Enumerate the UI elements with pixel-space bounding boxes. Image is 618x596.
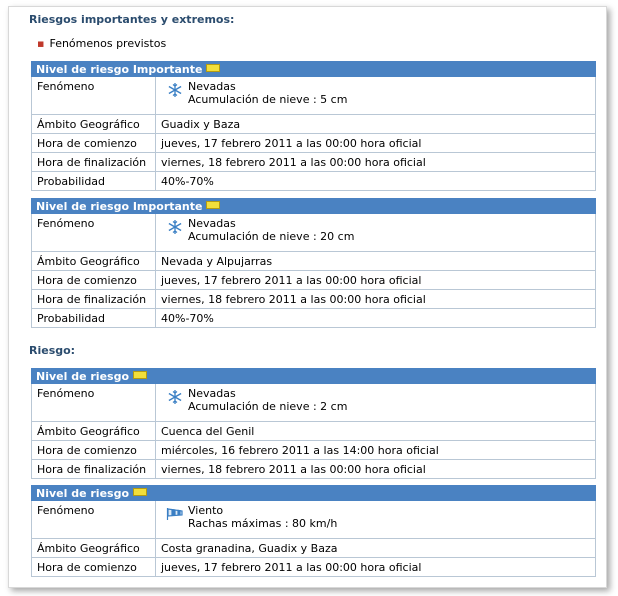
label-fenomeno: Fenómeno [32,501,156,539]
label-ambito: Ámbito Geográfico [32,539,156,558]
fenomeno-cell [156,384,596,422]
ambito-value: Cuenca del Genil [156,422,596,441]
wind-sock-icon [166,505,184,523]
risk-table-4 [31,485,596,577]
bullet-fenomenos [37,37,166,50]
fenomeno-name: Nevadas [188,387,236,400]
ambito-value: Guadix y Baza [156,115,596,134]
fenomeno-cell [156,501,596,539]
comienzo-value: miércoles, 16 febrero 2011 a las 14:00 hora oficial [156,441,596,460]
label-comienzo: Hora de comienzo [32,558,156,577]
finalizacion-value: viernes, 18 febrero 2011 a las 00:00 hora oficial [156,153,596,172]
warning-panel [8,6,607,588]
finalizacion-value: viernes, 18 febrero 2011 a las 00:00 hora oficial [156,290,596,309]
finalizacion-value: viernes, 18 febrero 2011 a las 00:00 hora oficial [156,460,596,479]
risk-header: Nivel de riesgo Importante [32,62,596,77]
label-finalizacion: Hora de finalización [32,153,156,172]
fenomeno-name: Nevadas [188,80,236,93]
comienzo-value: jueves, 17 febrero 2011 a las 00:00 hora oficial [156,271,596,290]
section-title-riesgo: Riesgo: [29,344,76,357]
label-comienzo: Hora de comienzo [32,441,156,460]
label-fenomeno: Fenómeno [32,214,156,252]
label-fenomeno: Fenómeno [32,384,156,422]
label-finalizacion: Hora de finalización [32,290,156,309]
bullet-icon: ▪ [37,37,45,50]
ambito-value: Nevada y Alpujarras [156,252,596,271]
probabilidad-value: 40%-70% [156,172,596,191]
fenomeno-name: Viento [188,504,224,517]
label-ambito: Ámbito Geográfico [32,115,156,134]
yellow-flag-icon [133,488,147,496]
comienzo-value: jueves, 17 febrero 2011 a las 00:00 hora oficial [156,558,596,577]
label-fenomeno: Fenómeno [32,77,156,115]
label-probabilidad: Probabilidad [32,172,156,191]
label-comienzo: Hora de comienzo [32,134,156,153]
ambito-value: Costa granadina, Guadix y Baza [156,539,596,558]
snowflake-icon [166,81,184,99]
risk-table-2 [31,198,596,328]
label-finalizacion: Hora de finalización [32,460,156,479]
risk-table-3 [31,368,596,479]
yellow-flag-icon [206,64,220,72]
fenomeno-detail: Rachas máximas : 80 km/h [188,517,338,530]
label-probabilidad: Probabilidad [32,309,156,328]
yellow-flag-icon [133,371,147,379]
snowflake-icon [166,218,184,236]
risk-header: Nivel de riesgo Importante [32,199,596,214]
risk-header: Nivel de riesgo [32,369,596,384]
snowflake-icon [166,388,184,406]
section-title-important: Riesgos importantes y extremos: [29,13,235,26]
risk-table-1 [31,61,596,191]
fenomeno-cell [156,77,596,115]
fenomeno-cell [156,214,596,252]
fenomeno-detail: Acumulación de nieve : 20 cm [188,230,355,243]
comienzo-value: jueves, 17 febrero 2011 a las 00:00 hora oficial [156,134,596,153]
label-ambito: Ámbito Geográfico [32,422,156,441]
label-ambito: Ámbito Geográfico [32,252,156,271]
label-comienzo: Hora de comienzo [32,271,156,290]
fenomeno-detail: Acumulación de nieve : 2 cm [188,400,348,413]
bullet-text: Fenómenos previstos [49,37,167,50]
fenomeno-name: Nevadas [188,217,236,230]
risk-header: Nivel de riesgo [32,486,596,501]
yellow-flag-icon [206,201,220,209]
fenomeno-detail: Acumulación de nieve : 5 cm [188,93,348,106]
probabilidad-value: 40%-70% [156,309,596,328]
